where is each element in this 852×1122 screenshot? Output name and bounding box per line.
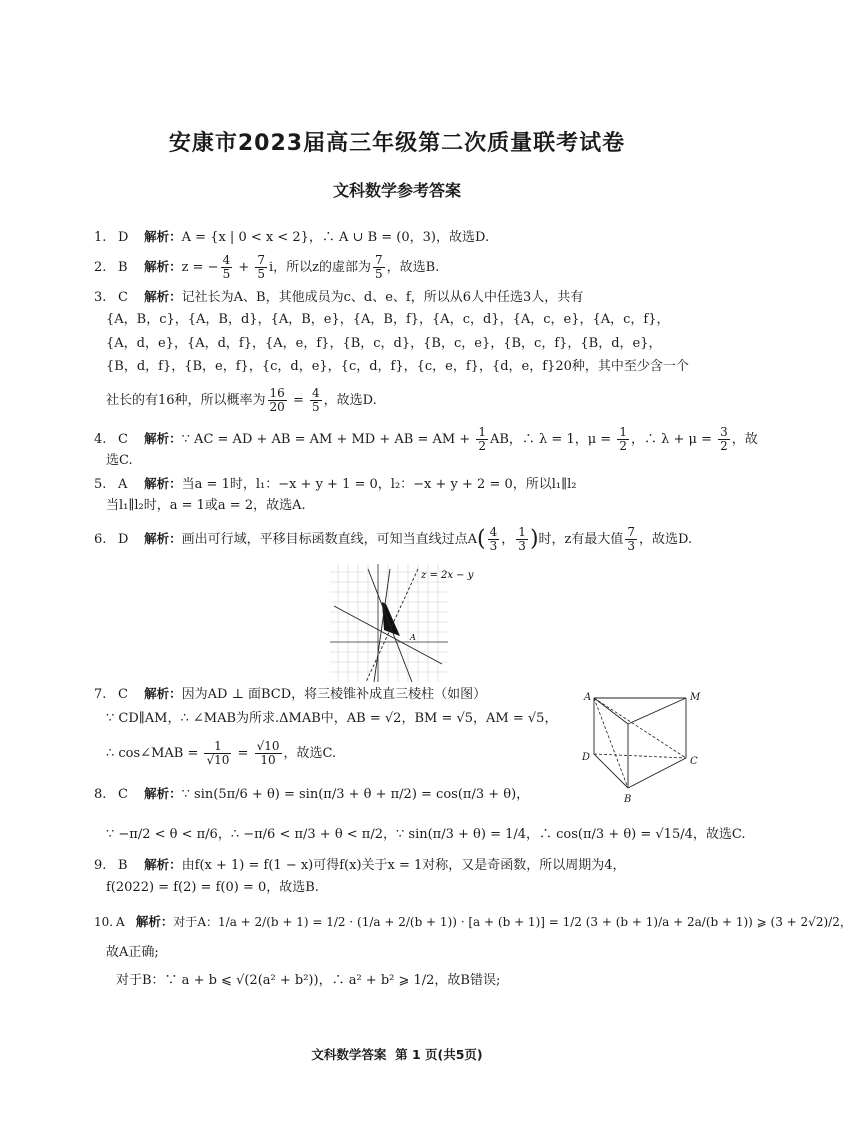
numerator: 3 <box>720 425 728 439</box>
vertex-a-label: A <box>584 692 592 703</box>
q6-text-post: ，故选D. <box>639 532 693 547</box>
q7-text-3-post: ，故选C. <box>283 746 337 761</box>
q7-answer: C <box>118 687 128 702</box>
q6-fraction-3 <box>625 526 637 553</box>
hidden-edge <box>594 698 686 758</box>
jiexi-label: 解析： <box>144 531 182 546</box>
denominator: 5 <box>375 267 383 281</box>
jiexi-label: 解析： <box>144 289 182 304</box>
page-number: 第 1 页(共5页) <box>395 1047 483 1062</box>
denominator: 20 <box>269 400 285 414</box>
numerator: 1 <box>619 425 627 439</box>
q9-line-2: f(2022) = f(2) = f(0) = 0，故选B. <box>106 880 319 895</box>
q6-fraction-1 <box>488 526 500 553</box>
jiexi-label: 解析： <box>144 431 182 446</box>
denominator: 3 <box>627 539 636 553</box>
edge <box>594 754 628 788</box>
q10-answer: A <box>116 915 125 929</box>
q6-number: 6. <box>94 532 107 547</box>
page-footer <box>0 1045 794 1063</box>
q3-answer: C <box>118 290 128 305</box>
paren-close: ) <box>529 526 539 552</box>
q3-line-1 <box>94 288 583 307</box>
q8-line-1 <box>94 785 529 804</box>
denominator: 5 <box>257 267 266 281</box>
q7-text-3: ∴ cos∠MAB = <box>106 746 203 761</box>
numerator: 4 <box>222 253 231 267</box>
jiexi-label: 解析： <box>144 686 182 701</box>
jiexi-label: 解析： <box>144 229 182 244</box>
q3-line-5 <box>106 387 377 414</box>
q8-line-2: ∵ −π/2 < θ < π/6，∴ −π/6 < π/3 + θ < π/2，∵ sin(π/3 + θ) = 1/4，∴ cos(π/3 + θ) = √15/4，故选C. <box>106 827 746 842</box>
q4-text-mid: AB，∴ λ = 1，μ = <box>489 432 616 447</box>
denominator: 2 <box>720 439 728 453</box>
hidden-edge <box>594 754 686 758</box>
q6-text-mid: 时，z有最大值 <box>538 532 624 547</box>
q10-line-1 <box>94 913 852 931</box>
q4-line-1 <box>94 426 758 453</box>
comma: ， <box>501 532 515 547</box>
q4-text-pre: ∵ AC = AD + AB = AM + MD + AB = AM + <box>181 432 475 447</box>
q1-answer: D <box>118 230 129 245</box>
q2-fraction-3 <box>373 254 385 281</box>
q10-line-3: 对于B：∵ a + b ⩽ √(2(a² + b²))，∴ a² + b² ⩾ 1/2，故B错误; <box>116 973 501 988</box>
q8-text-1: ∵ sin(5π/6 + θ) = sin(π/3 + θ + π/2) = cos(π/3 + θ)， <box>181 787 530 802</box>
jiexi-label: 解析： <box>144 857 182 872</box>
equals: = <box>233 746 253 761</box>
page-subtitle: 文科数学参考答案 <box>332 181 461 200</box>
numerator: 1 <box>204 740 231 754</box>
numerator: √10 <box>256 739 280 753</box>
q9-line-1 <box>94 856 626 875</box>
q10-number: 10. <box>94 915 114 929</box>
q2-answer: B <box>118 260 128 275</box>
numerator: 7 <box>627 525 636 539</box>
q5-number: 5. <box>94 477 107 492</box>
q2-fraction-2 <box>255 254 267 281</box>
q7-line-1 <box>94 685 486 704</box>
edge <box>628 758 686 788</box>
q4-fraction-2 <box>617 426 629 453</box>
q3-text-5-post: ，故选D. <box>323 393 377 408</box>
q2-line <box>94 254 439 281</box>
jiexi-label: 解析： <box>144 786 182 801</box>
q1-text: A = {x | 0 < x < 2}，∴ A ∪ B = (0，3)，故选D. <box>181 230 490 245</box>
q2-text-mid: + <box>234 260 254 275</box>
jiexi-label: 解析： <box>135 914 174 929</box>
denominator: 10 <box>260 753 276 767</box>
q4-text-mid2: ，∴ λ + μ = <box>630 432 717 447</box>
objective-line <box>366 569 418 682</box>
q3-fraction-2 <box>310 387 322 414</box>
q6-line <box>94 526 692 553</box>
vertex-b-label: B <box>624 794 632 805</box>
q7-fraction-2 <box>255 740 282 767</box>
q4-fraction-1 <box>476 426 488 453</box>
q4-fraction-3 <box>718 426 730 453</box>
q1-number: 1. <box>94 230 107 245</box>
denominator: 3 <box>489 539 498 553</box>
edge <box>628 698 686 724</box>
footer-label: 文科数学答案 <box>311 1047 387 1062</box>
q2-number: 2. <box>94 260 107 275</box>
q4-answer: C <box>118 432 128 447</box>
q7-number: 7. <box>94 687 107 702</box>
q6-answer: D <box>118 532 129 547</box>
denominator: 2 <box>478 439 486 453</box>
q9-text-1: 由f(x + 1) = f(1 − x)可得f(x)关于x = 1对称，又是奇函数，所以周期为4， <box>181 858 626 873</box>
q5-text-1: 当a = 1时，l₁：−x + y + 1 = 0，l₂：−x + y + 2 = 0，所以l₁∥l₂ <box>181 477 577 492</box>
q3-text-1: 记社长为A、B，其他成员为c、d、e、f，所以从6人中任选3人，共有 <box>181 290 584 305</box>
denominator: √10 <box>206 753 230 767</box>
numerator: 1 <box>478 425 486 439</box>
q8-number: 8. <box>94 787 107 802</box>
numerator: 7 <box>375 253 383 267</box>
jiexi-label: 解析： <box>144 259 182 274</box>
vertex-d-label: D <box>582 752 591 763</box>
q4-line-2: 选C. <box>106 453 133 468</box>
q7-line-3 <box>106 740 336 767</box>
feasible-region-figure <box>330 564 474 682</box>
equals: = <box>288 393 308 408</box>
q3-number: 3. <box>94 290 107 305</box>
q8-answer: C <box>118 787 128 802</box>
point-a-label: A <box>410 633 416 642</box>
denominator: 5 <box>222 267 231 281</box>
q1-line <box>94 228 489 247</box>
q2-text-mid2: i，所以z的虚部为 <box>269 260 372 275</box>
q2-text-post: ，故选B. <box>386 260 440 275</box>
page-title: 安康市2023届高三年级第二次质量联考试卷 <box>168 131 626 156</box>
q9-number: 9. <box>94 858 107 873</box>
denominator: 5 <box>312 400 320 414</box>
numerator: 4 <box>489 525 498 539</box>
q5-answer: A <box>118 477 128 492</box>
objective-label: z = 2x − y <box>421 570 474 581</box>
paren-open: ( <box>477 526 486 552</box>
q2-text-pre: z = − <box>181 260 219 275</box>
q3-line-4: {B，d，f}，{B，e，f}，{c，d，e}，{c，d，f}，{c，e，f}，{d，e，f}20种，其中至少含一个 <box>106 359 689 374</box>
denominator: 3 <box>518 539 526 553</box>
numerator: 4 <box>312 386 320 400</box>
vertex-m-label: M <box>690 692 701 703</box>
denominator: 2 <box>619 439 627 453</box>
q3-text-5: 社长的有16种，所以概率为 <box>106 393 266 408</box>
q3-fraction-1 <box>268 387 287 414</box>
q7-fraction-1 <box>204 740 231 767</box>
jiexi-label: 解析： <box>144 476 182 491</box>
q3-line-3: {A，d，e}，{A，d，f}，{A，e，f}，{B，c，d}，{B，c，e}，{B，c，f}，{B，d，e}， <box>106 336 662 351</box>
q10-text-1: 对于A：1/a + 2/(b + 1) = 1/2 · (1/a + 2/(b + 1)) · [a + (b + 1)] = 1/2 (3 + (b + 1)/a + 2a/(b + 1)) ⩾ (3 + 2√2)/2， <box>173 915 852 929</box>
prism-figure <box>578 686 708 806</box>
q5-line-1 <box>94 475 576 494</box>
q3-line-2: {A，B，c}，{A，B，d}，{A，B，e}，{A，B，f}，{A，c，d}，{A，c，e}，{A，c，f}， <box>106 312 670 327</box>
q9-answer: B <box>118 858 128 873</box>
numerator: 7 <box>257 253 266 267</box>
q4-number: 4. <box>94 432 107 447</box>
q6-fraction-2 <box>516 526 528 553</box>
edge <box>594 698 628 724</box>
q4-text-post: ，故 <box>731 432 758 447</box>
q10-line-2: 故A正确; <box>106 945 159 960</box>
q7-text-1: 因为AD ⊥ 面BCD，将三棱锥补成直三棱柱（如图） <box>181 687 487 702</box>
q2-fraction-1 <box>221 254 233 281</box>
q5-line-2: 当l₁∥l₂时，a = 1或a = 2，故选A. <box>106 498 306 513</box>
q7-line-2: ∵ CD∥AM，∴ ∠MAB为所求.ΔMAB中，AB = √2，BM = √5，AM = √5， <box>106 711 558 726</box>
constraint-line <box>368 569 412 682</box>
vertex-c-label: C <box>690 756 698 767</box>
q6-text-pre: 画出可行域，平移目标函数直线，可知当直线过点A <box>181 532 478 547</box>
numerator: 1 <box>518 525 526 539</box>
numerator: 16 <box>269 386 285 400</box>
